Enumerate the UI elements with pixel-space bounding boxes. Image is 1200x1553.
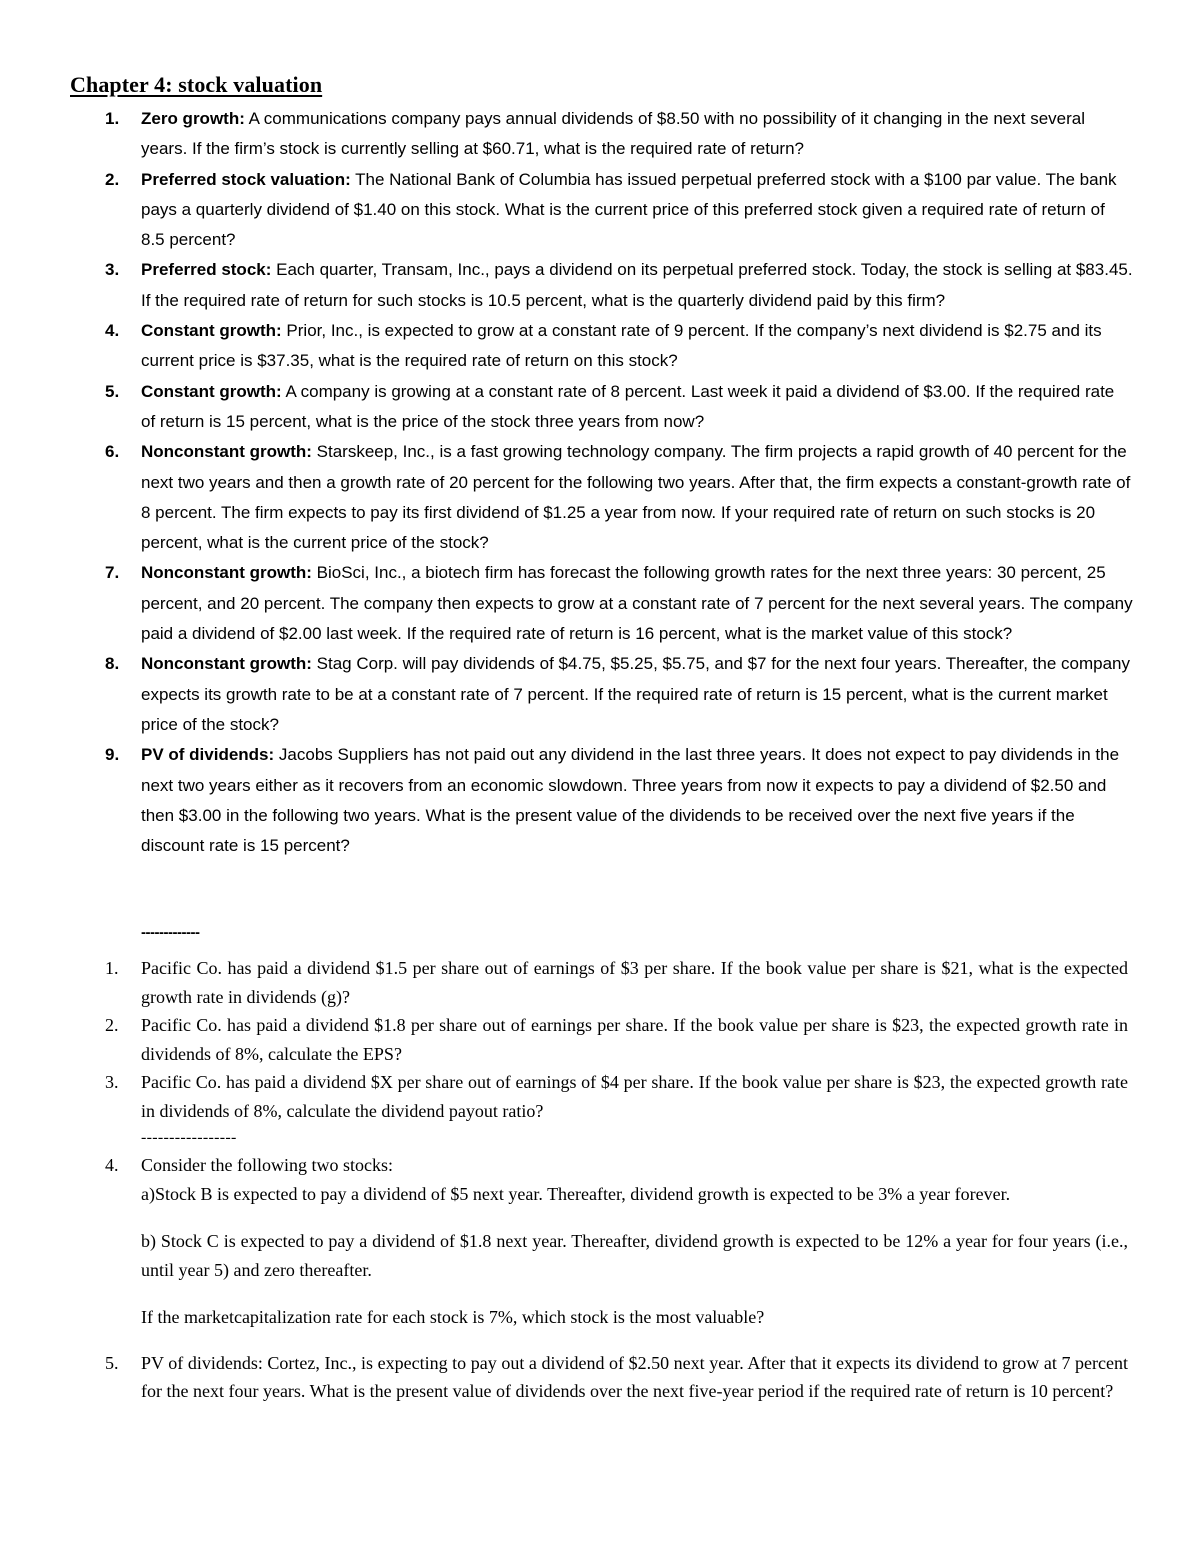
question-number: 5. — [105, 381, 120, 401]
question-text: Starskeep, Inc., is a fast growing technology company. The firm projects a rapid growth of 40 percent for the next two years and then a growth rate of 20 percent for the following two years. After that, the firm expects a constant-growth rate of 8 percent. The firm expects to pay its first dividend of $1.25 a year from now. If your required rate of return on such stocks is 20 percent, what is the current price of the stock? — [141, 442, 1131, 553]
question-text: Jacobs Suppliers has not paid out any dividend in the last three years. It does not expect to pay dividends in the next two years either as it recovers from an economic slowdown. Three years from now it expects to pay a dividend of $2.50 and then $3.00 in the following two years. What is the present value of the dividends to be received over the next five years if the discount rate is 15 percent? — [141, 745, 1120, 856]
question-number: 4. — [105, 321, 120, 341]
page-title: Chapter 4: stock valuation — [70, 72, 323, 97]
question-prompt: If the marketcapitalization rate for each stock is 7%, which stock is the most valuable? — [141, 1307, 765, 1327]
question-topic: Nonconstant growth: — [141, 442, 312, 462]
question-item — [105, 165, 1133, 256]
question-number: 2. — [105, 169, 120, 189]
question-item — [105, 558, 1133, 649]
question-text: BioSci, Inc., a biotech firm has forecast the following growth rates for the next three years: 30 percent, 25 percent, and 20 percent. The company then expects to grow at a constant rate of 7 percent for the next several years. The company paid a dividend of $2.00 last week. If the required rate of return is 16 percent, what is the market value of this stock? — [141, 563, 1133, 644]
question-item — [105, 1349, 1128, 1406]
question-text: Prior, Inc., is expected to grow at a constant rate of 9 percent. If the company’s next dividend is $2.75 and its current price is $37.35, what is the required rate of return on this stock? — [141, 321, 1102, 371]
question-text: Stag Corp. will pay dividends of $4.75, $5.25, $5.75, and $7 for the next four years. Thereafter, the company expects its growth rate to be at a constant rate of 7 percent. If the required rate of return is 15 percent, what is the current market price of the stock? — [141, 654, 1130, 734]
question-number: 3. — [105, 260, 120, 280]
question-text: The National Bank of Columbia has issued perpetual preferred stock with a $100 par value. The bank pays a quarterly dividend of $1.40 on this stock. What is the current price of this preferred stock given a required rate of return of 8.5 percent? — [141, 169, 1117, 250]
question-subpart-a: a)Stock B is expected to pay a dividend of $5 next year. Thereafter, dividend growth is expected to be 3% a year forever. — [141, 1183, 1011, 1204]
question-item — [105, 1068, 1128, 1125]
question-subpart-b: b) Stock C is expected to pay a dividend of $1.8 next year. Thereafter, dividend growth is expected to be 12% a year for four years (i.e., until year 5) and zero thereafter. — [141, 1231, 1128, 1280]
question-text: Consider the following two stocks: — [141, 1155, 393, 1175]
question-item — [105, 255, 1133, 316]
question-item — [105, 104, 1133, 165]
question-item — [105, 1151, 1128, 1180]
question-number: 1. — [105, 958, 119, 978]
question-item — [105, 649, 1133, 740]
question-text: Each quarter, Transam, Inc., pays a dividend on its perpetual preferred stock. Today, the stock is selling at $83.45. If the required rate of return for such stocks is 10.5 percent, what is the quarterly dividend paid by this firm? — [141, 260, 1133, 310]
question-topic: Preferred stock valuation: — [141, 169, 351, 189]
question-number: 3. — [105, 1072, 119, 1092]
question-text: A communications company pays annual dividends of $8.50 with no possibility of it changing in the next several years. If the firm’s stock is currently selling at $60.71, what is the required rate of return? — [141, 109, 1085, 159]
question-text: Pacific Co. has paid a dividend $1.5 per share out of earnings of $3 per share. If the book value per share is $21, what is the expected growth rate in dividends (g)? — [141, 958, 1128, 1007]
question-topic: Preferred stock: — [141, 260, 272, 280]
question-topic: Nonconstant growth: — [141, 563, 312, 583]
question-number: 7. — [105, 563, 120, 583]
question-topic: Zero growth: — [141, 109, 245, 128]
question-item — [105, 954, 1128, 1011]
question-number: 6. — [105, 442, 120, 462]
question-list-part1 — [0, 104, 1200, 861]
question-number: 2. — [105, 1015, 119, 1035]
question-number: 9. — [105, 745, 120, 765]
question-topic: Nonconstant growth: — [141, 654, 312, 674]
question-item — [105, 377, 1133, 438]
question-topic: Constant growth: — [141, 381, 282, 401]
section-separator: ----------------- — [141, 1129, 237, 1146]
question-number: 1. — [105, 109, 120, 128]
question-number: 5. — [105, 1352, 119, 1373]
question-text: Pacific Co. has paid a dividend $X per share out of earnings of $4 per share. If the book value per share is $23, the expected growth rate in dividends of 8%, calculate the dividend payout ratio? — [141, 1072, 1128, 1121]
question-text: A company is growing at a constant rate of 8 percent. Last week it paid a dividend of $3.00. If the required rate of return is 15 percent, what is the price of the stock three years from now? — [141, 381, 1115, 431]
section-separator: ------------- — [141, 924, 200, 941]
question-list-part2 — [0, 954, 1200, 1406]
question-topic: PV of dividends: — [141, 745, 275, 765]
question-text: PV of dividends: Cortez, Inc., is expecting to pay out a dividend of $2.50 next year. After that it expects its dividend to grow at 7 percent for the next four years. What is the present value of dividends over the next five-year period if the required rate of return is 10 percent? — [141, 1352, 1128, 1401]
question-item — [105, 316, 1133, 377]
question-item — [105, 1011, 1128, 1068]
question-item — [105, 437, 1133, 558]
question-text: Pacific Co. has paid a dividend $1.8 per share out of earnings per share. If the book value per share is $23, the expected growth rate in dividends of 8%, calculate the EPS? — [141, 1015, 1128, 1064]
question-number: 4. — [105, 1155, 119, 1175]
question-number: 8. — [105, 654, 120, 674]
question-topic: Constant growth: — [141, 321, 282, 341]
question-item — [105, 740, 1133, 861]
